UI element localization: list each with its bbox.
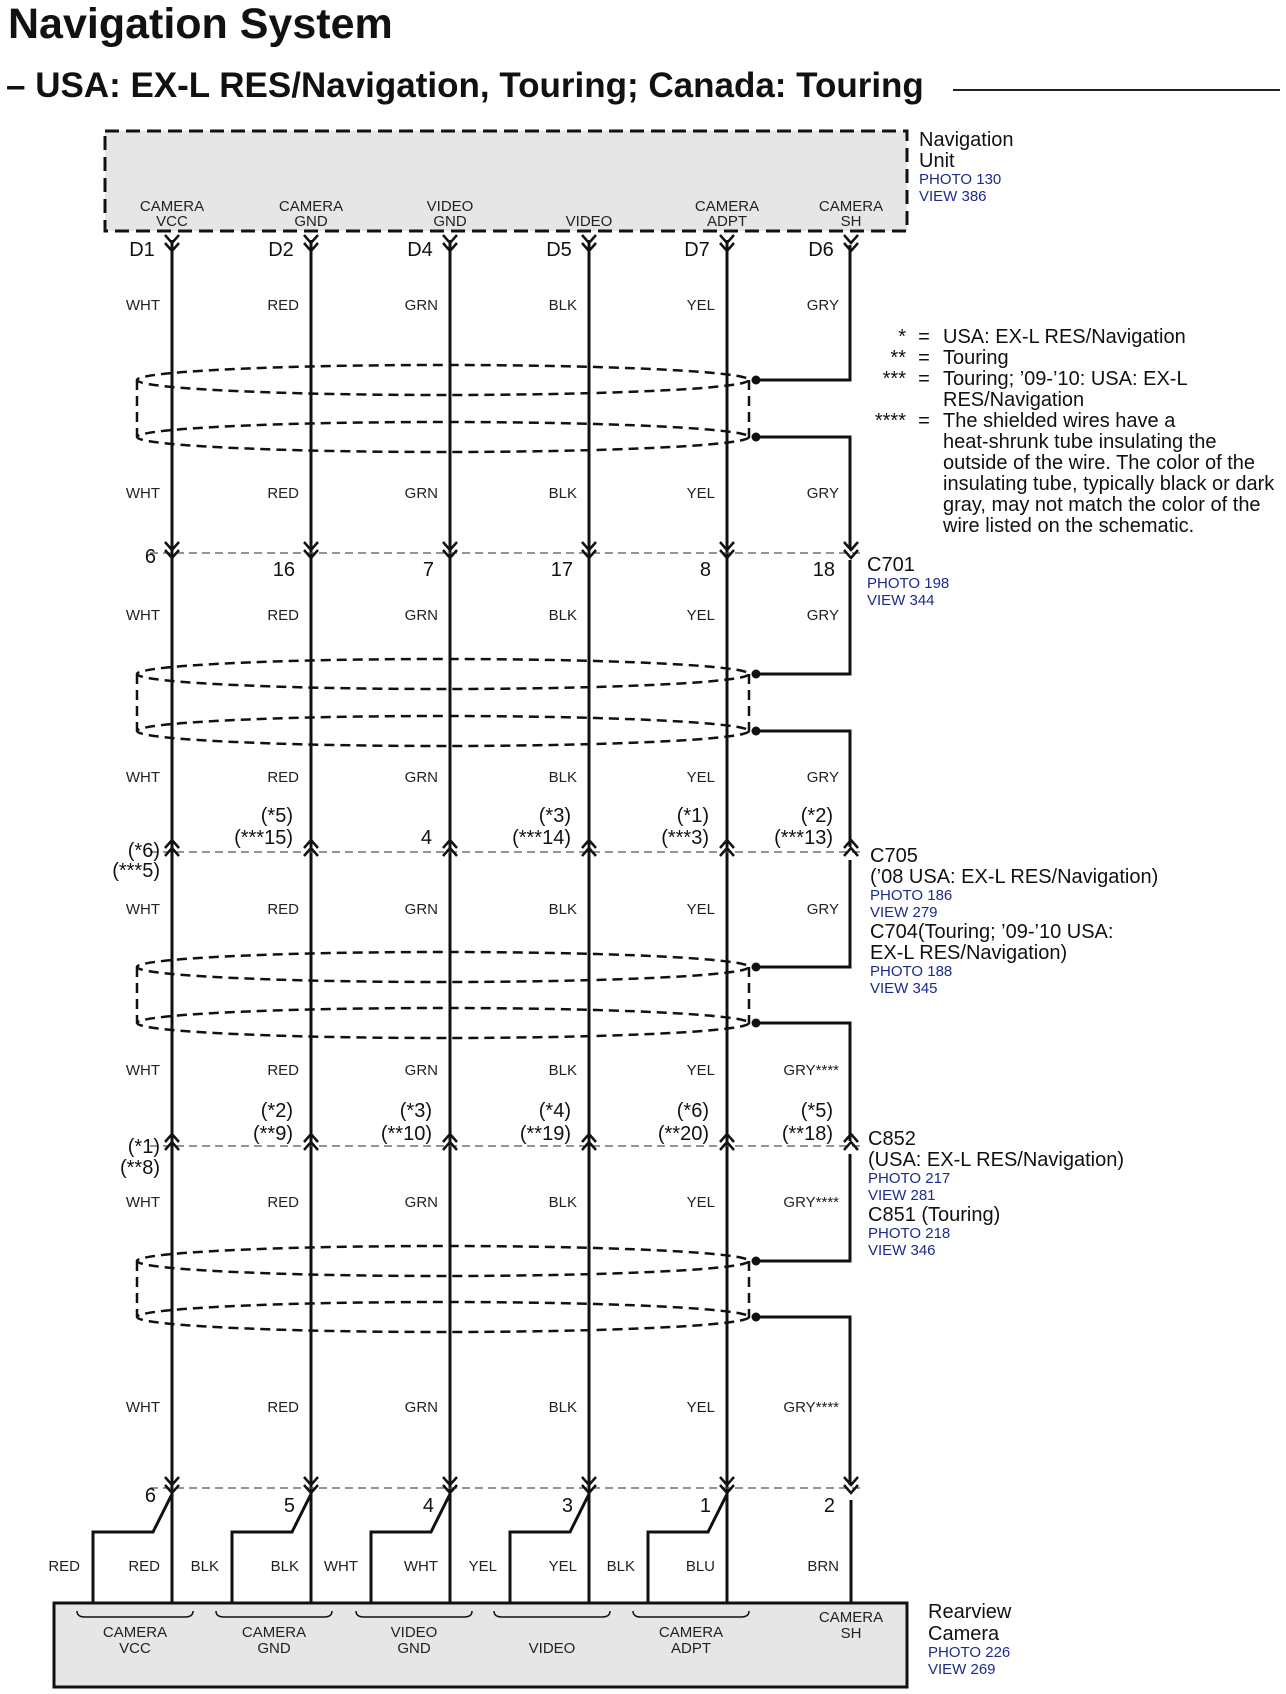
camera-connector-pin: 1	[699, 1495, 711, 1517]
c705-photo: PHOTO 186	[870, 887, 953, 904]
legend-text: heat-shrunk tube insulating the	[943, 431, 1217, 453]
wire-color-label: YEL	[686, 901, 715, 918]
wire-color-label: YEL	[686, 1194, 715, 1211]
legend-text: gray, may not match the color of the	[943, 494, 1261, 516]
pigtail-inner-color: YEL	[548, 1558, 577, 1575]
c704-name: C704(Touring; ’09-’10 USA:	[870, 921, 1114, 943]
wire-color-label: WHT	[125, 769, 160, 786]
legend-symbol: *	[898, 326, 906, 348]
camera-connector-pin: 5	[283, 1495, 295, 1517]
wire-color-label: GRY	[806, 297, 839, 314]
wire-color-label: YEL	[686, 769, 715, 786]
c852-desc: (USA: EX-L RES/Navigation)	[868, 1149, 1125, 1171]
c705-desc: (’08 USA: EX-L RES/Navigation)	[870, 866, 1159, 888]
wire-color-label: GRY	[806, 901, 839, 918]
wire-color-label: GRN	[404, 607, 438, 624]
wire-color-label: RED	[267, 1194, 299, 1211]
camera-pin-name-4-1: CAMERA	[658, 1624, 724, 1641]
c852-pin: (*5)	[800, 1100, 833, 1122]
wire-color-label: RED	[267, 769, 299, 786]
c705-pin: (***14)	[512, 827, 571, 849]
pigtail-outer-color: BLK	[606, 1558, 635, 1575]
rearview-camera-name-2: Camera	[928, 1623, 1000, 1645]
nav-pin-name-0-2: VCC	[156, 213, 188, 230]
nav-pin-id-0: D1	[129, 239, 155, 261]
c701-pin: 18	[812, 559, 835, 581]
wire-color-label: GRY	[806, 485, 839, 502]
camera-connector-pin: 4	[422, 1495, 434, 1517]
c705-pin: (*3)	[538, 805, 571, 827]
c852-pin: (*6)	[676, 1100, 709, 1122]
c701-pin: 17	[550, 559, 573, 581]
wire-color-label: GRN	[404, 1399, 438, 1416]
wire-color-label: GRN	[404, 1194, 438, 1211]
shield-junction-dot	[752, 1257, 761, 1266]
legend-text: Touring; ’09-’10: USA: EX-L	[943, 368, 1188, 390]
camera-pin-name-4-2: ADPT	[670, 1640, 712, 1657]
nav-pin-id-4: D7	[684, 239, 710, 261]
shield-junction-dot	[752, 433, 761, 442]
nav-pin-id-5: D6	[808, 239, 834, 261]
camera-connector-pin: 2	[823, 1495, 835, 1517]
camera-pin-name-1-2: GND	[257, 1640, 291, 1657]
c705-name: C705	[870, 845, 918, 867]
wire-color-label: GRY****	[783, 1062, 839, 1079]
nav-pin-id-2: D4	[407, 239, 433, 261]
legend-equals: =	[918, 326, 930, 348]
connector-chevron	[844, 1142, 858, 1150]
c852-pin: (**19)	[519, 1123, 571, 1145]
camera-connector-pin: 6	[144, 1485, 156, 1507]
c701-pin: 16	[272, 559, 295, 581]
nav-pin-chevron	[443, 235, 457, 243]
c701-name: C701	[867, 554, 915, 576]
page-title: Navigation System	[8, 0, 393, 48]
legend-symbol: ****	[874, 410, 906, 432]
camera-pin-name-0-1: CAMERA	[102, 1624, 168, 1641]
camera-pigtail-2	[371, 1494, 450, 1603]
wire-color-label: BLK	[548, 485, 577, 502]
nav-pin-chevron	[844, 235, 858, 243]
c852-pin: (*3)	[399, 1100, 432, 1122]
rearview-camera-name-1: Rearview	[928, 1601, 1012, 1623]
wire-color-label: WHT	[125, 1399, 160, 1416]
wire-color-label: GRY	[806, 607, 839, 624]
wire-color-label: BLK	[548, 297, 577, 314]
pigtail-inner-color: WHT	[403, 1558, 438, 1575]
nav-pin-chevron	[720, 235, 734, 243]
shielded-cable-3	[137, 952, 749, 1038]
c704-view: VIEW 345	[870, 980, 938, 997]
nav-pin-name-4-1: CAMERA	[694, 198, 760, 215]
camera-pin-name-2-1: VIDEO	[390, 1624, 438, 1641]
nav-pin-name-2-2: GND	[433, 213, 467, 230]
page-subtitle: – USA: EX-L RES/Navigation, Touring; Canada: Touring	[6, 66, 924, 105]
shielded-cable-1	[137, 365, 749, 452]
nav-pin-name-4-2: ADPT	[706, 213, 748, 230]
wire-color-label: GRY****	[783, 1194, 839, 1211]
pigtail-inner-color: BRN	[807, 1558, 839, 1575]
wire-color-label: BLK	[548, 1062, 577, 1079]
nav-pin-chevron	[582, 235, 596, 243]
pigtail-inner-color: BLU	[685, 1558, 715, 1575]
wire-color-label: RED	[267, 1399, 299, 1416]
legend-text: The shielded wires have a	[943, 410, 1176, 432]
c852-view: VIEW 281	[868, 1187, 936, 1204]
wire-color-label: RED	[267, 901, 299, 918]
wire-color-label: WHT	[125, 297, 160, 314]
navigation-unit-name-2: Unit	[919, 150, 955, 172]
camera-pin-name-0-2: VCC	[119, 1640, 151, 1657]
wire-color-label: RED	[267, 607, 299, 624]
legend-text: Touring	[943, 347, 1009, 369]
wire-color-label: WHT	[125, 901, 160, 918]
legend-text: wire listed on the schematic.	[943, 515, 1195, 537]
nav-pin-name-5-1: CAMERA	[818, 198, 884, 215]
nav-pin-name-1-2: GND	[294, 213, 328, 230]
shield-junction-dot	[752, 963, 761, 972]
nav-pin-name-1-1: CAMERA	[278, 198, 344, 215]
camera-pigtail-3	[510, 1494, 589, 1603]
c705-pin: (*5)	[260, 805, 293, 827]
shield-junction-dot	[752, 376, 761, 385]
c701-photo: PHOTO 198	[867, 575, 950, 592]
c852-pin: (*4)	[538, 1100, 571, 1122]
shield-junction-dot	[752, 727, 761, 736]
c852-pin: (**8)	[119, 1157, 160, 1179]
c852-pin: (**10)	[380, 1123, 432, 1145]
wire-color-label: GRY	[806, 769, 839, 786]
camera-pin-name-2-2: GND	[397, 1640, 431, 1657]
c852-pin: (**9)	[252, 1123, 293, 1145]
c705-pin: (***3)	[661, 827, 709, 849]
c852-pin: (*1)	[127, 1136, 160, 1158]
camera-pigtail-4	[648, 1494, 727, 1603]
c851-photo: PHOTO 218	[868, 1225, 951, 1242]
shield-junction-dot	[752, 1313, 761, 1322]
camera-pin-name-5-1: CAMERA	[818, 1609, 884, 1626]
camera-pin-name-5-2: SH	[840, 1625, 862, 1642]
nav-pin-chevron	[165, 235, 179, 243]
camera-pin-name-1-1: CAMERA	[241, 1624, 307, 1641]
wire-color-label: BLK	[548, 1399, 577, 1416]
c852-pin: (**18)	[781, 1123, 833, 1145]
navigation-unit-photo: PHOTO 130	[919, 171, 1002, 188]
wire-color-label: GRN	[404, 485, 438, 502]
pigtail-outer-color: WHT	[323, 1558, 358, 1575]
nav-pin-name-0-1: CAMERA	[139, 198, 205, 215]
shield-junction-dot	[752, 670, 761, 679]
nav-pin-chevron	[304, 235, 318, 243]
camera-pin-name-3-2: VIDEO	[528, 1640, 576, 1657]
legend-equals: =	[918, 368, 930, 390]
c851-view: VIEW 346	[868, 1242, 936, 1259]
wire-color-label: GRN	[404, 901, 438, 918]
wire-color-label: GRN	[404, 297, 438, 314]
nav-pin-name-2-1: VIDEO	[426, 198, 474, 215]
c701-pin: 7	[422, 559, 434, 581]
legend-symbol: **	[890, 347, 906, 369]
c852-pin: (**20)	[657, 1123, 709, 1145]
legend-text: RES/Navigation	[943, 389, 1085, 411]
camera-pigtail-0	[93, 1494, 172, 1603]
nav-pin-id-1: D2	[268, 239, 294, 261]
pigtail-inner-color: RED	[128, 1558, 160, 1575]
wire-color-label: BLK	[548, 769, 577, 786]
legend-text: outside of the wire. The color of the	[943, 452, 1256, 474]
navigation-unit-view: VIEW 386	[919, 188, 987, 205]
rearview-camera-view: VIEW 269	[928, 1661, 996, 1678]
wire-color-label: BLK	[548, 607, 577, 624]
wire-color-label: BLK	[548, 1194, 577, 1211]
c852-name: C852	[868, 1128, 916, 1150]
c705-pin: (*1)	[676, 805, 709, 827]
wire-color-label: YEL	[686, 485, 715, 502]
nav-pin-name-5-2: SH	[840, 213, 862, 230]
legend-text: insulating tube, typically black or dark	[943, 473, 1275, 495]
camera-connector-pin: 3	[561, 1495, 573, 1517]
legend-equals: =	[918, 347, 930, 369]
c705-pin: (***13)	[774, 827, 833, 849]
wire-color-label: WHT	[125, 1194, 160, 1211]
nav-pin-id-3: D5	[546, 239, 572, 261]
wire-color-label: BLK	[548, 901, 577, 918]
wire-color-label: YEL	[686, 1062, 715, 1079]
c852-photo: PHOTO 217	[868, 1170, 951, 1187]
pigtail-inner-color: BLK	[270, 1558, 299, 1575]
c852-pin: (*2)	[260, 1100, 293, 1122]
wire-color-label: GRY****	[783, 1399, 839, 1416]
c851-name: C851 (Touring)	[868, 1204, 1001, 1226]
shielded-cable-2	[137, 659, 749, 746]
legend-symbol: ***	[882, 368, 906, 390]
wire-color-label: YEL	[686, 607, 715, 624]
camera-pigtail-1	[232, 1494, 311, 1603]
shielded-cable-4	[137, 1246, 749, 1332]
rearview-camera-box	[54, 1603, 907, 1687]
legend-text: USA: EX-L RES/Navigation	[943, 326, 1186, 348]
c701-pin: 6	[144, 546, 156, 568]
wire-color-label: RED	[267, 485, 299, 502]
c701-pin: 8	[699, 559, 711, 581]
wire-color-label: YEL	[686, 1399, 715, 1416]
wire-color-label: YEL	[686, 297, 715, 314]
legend-equals: =	[918, 410, 930, 432]
navigation-unit-box	[105, 131, 907, 231]
pigtail-outer-color: RED	[48, 1558, 80, 1575]
nav-pin-name-3-2: VIDEO	[565, 213, 613, 230]
wire-color-label: GRN	[404, 769, 438, 786]
c701-view: VIEW 344	[867, 592, 935, 609]
c704-desc: EX-L RES/Navigation)	[870, 942, 1068, 964]
wire-color-label: WHT	[125, 607, 160, 624]
pigtail-outer-color: BLK	[190, 1558, 219, 1575]
c705-pin: (***5)	[112, 860, 160, 882]
wire-color-label: WHT	[125, 1062, 160, 1079]
wire-color-label: RED	[267, 1062, 299, 1079]
c705-view: VIEW 279	[870, 904, 938, 921]
rearview-camera-photo: PHOTO 226	[928, 1644, 1011, 1661]
shield-junction-dot	[752, 1019, 761, 1028]
navigation-unit-name-1: Navigation	[919, 129, 1014, 151]
wire-color-label: WHT	[125, 485, 160, 502]
c705-pin: 4	[420, 827, 432, 849]
connector-chevron	[844, 848, 858, 856]
pigtail-outer-color: YEL	[468, 1558, 497, 1575]
c705-pin: (***15)	[234, 827, 293, 849]
c704-photo: PHOTO 188	[870, 963, 953, 980]
c705-pin: (*2)	[800, 805, 833, 827]
wire-color-label: RED	[267, 297, 299, 314]
wire-color-label: GRN	[404, 1062, 438, 1079]
c705-pin: (*6)	[127, 840, 160, 862]
